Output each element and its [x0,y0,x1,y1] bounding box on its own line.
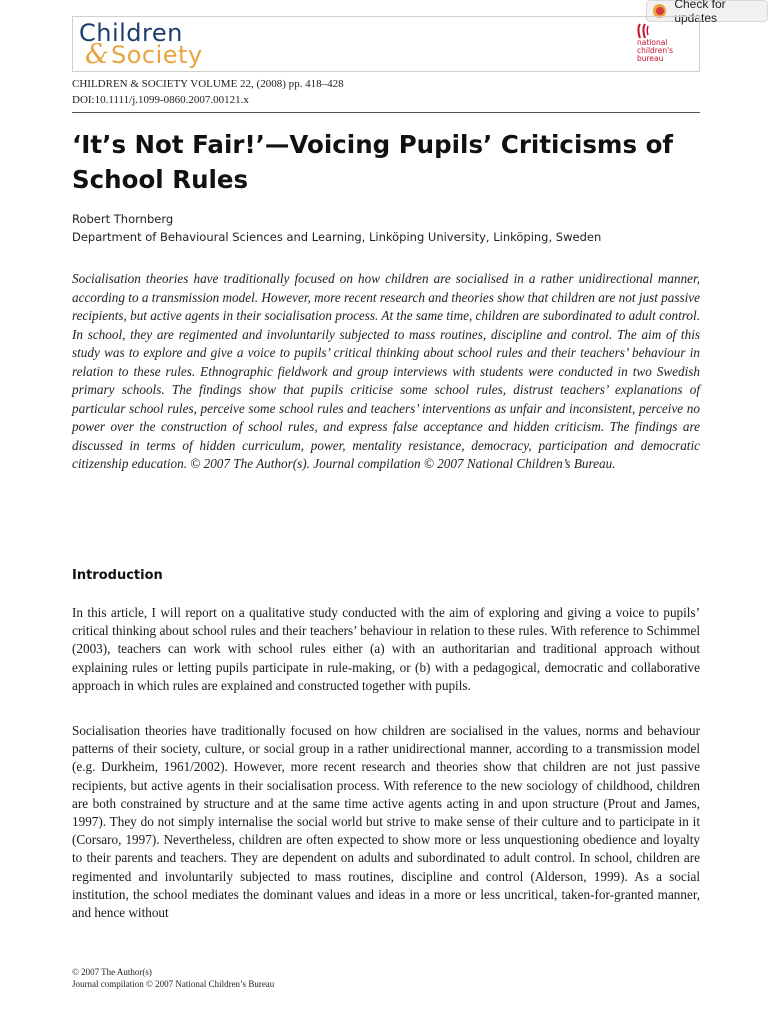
section-heading-introduction: Introduction [72,568,163,583]
journal-logo [73,17,253,71]
journal-citation: CHILDREN & SOCIETY VOLUME 22, (2008) pp. 418–428 [72,78,344,90]
ncb-logo [637,23,693,69]
logo-society-text: Society [111,41,203,69]
page-footer [72,966,274,990]
body-paragraph-2: Socialisation theories have traditionally focused on how children are socialised in the values, norms and behaviour patterns of their society, culture, or social group in a rather unidirectional manner, according to a transmission model (e.g. Durkheim, 1961/2002). However, more recent research and theories show that children are not just passive recipients, but active agents in their socialisation process. With reference to the new sociology of childhood, children are both constrained by structure and at the same time active agents acting in and upon structure (Prout and James, 1997). They do not simply internalise the social world but strive to make sense of their culture and to participate in it (Corsaro, 1997). Nevertheless, children are often expected to show more or less unquestioning obedience and loyalty to their parents and teachers. They are dependent on adults and subordinated to adult control. In school, children are regimented and involuntarily subjected to mass routines, discipline and control (Alderson, 1999). As a social institution, the school mediates the dominant values and ideas in a more or less uncritical, taken-for-granted manner, and hence without [72,723,700,921]
logo-ampersand: & [85,39,110,70]
header-divider [72,112,700,113]
footer-copyright: © 2007 The Author(s) [72,967,152,977]
journal-masthead [72,16,700,72]
logo-children-text: Children [79,19,183,47]
article-author: Robert Thornberg [72,212,174,226]
article-title: ‘It’s Not Fair!’—Voicing Pupils’ Criticisms of School Rules [72,130,674,194]
footer-compilation: Journal compilation © 2007 National Children’s Bureau [72,979,275,989]
journal-citation-block [72,76,344,108]
article-affiliation: Department of Behavioural Sciences and Learning, Linköping University, Linköping, Sweden [72,230,602,244]
check-for-updates-label: Check for updates [674,0,726,25]
article-abstract: Socialisation theories have traditionally focused on how children are socialised in a rather unidirectional manner, according to a transmission model. However, more recent research and theories show that children are not just passive recipients, but active agents in their socialisation process. At the same time, children are subordinated to adult control. In school, they are regimented and involuntarily subjected to mass routines, discipline and control. The aim of this study was to explore and give a voice to pupils’ critical thinking about school rules and their teachers’ behaviour in relation to these rules. Ethnographic fieldwork and group interviews with students were conducted in two Swedish primary schools. The findings show that pupils criticise some school rules, distrust teachers’ explanations of particular school rules, perceive some school rules and teachers’ interventions as unfair and inconsistent, perceive no power over the construction of school rules, and express false acceptance and hidden criticism. The findings are discussed in terms of hidden curriculum, power, mentality resistance, democracy, participation and democratic citizenship education. © 2007 The Author(s). Journal compilation © 2007 National Children’s Bureau. [72,271,700,471]
ncb-logo-text: national children's bureau [637,38,674,63]
body-paragraph-1: In this article, I will report on a qualitative study conducted with the aim of exploring and giving a voice to pupils’ critical thinking about school rules and their teachers’ behaviour in relation to these rules. With reference to Schimmel (2003), teachers can work with school rules either (a) with an authoritarian and traditional approach without explaining rules or letting pupils participate in rule-making, or (b) with a pedagogical, democratic and collaborative approach in which rules are explained and constructed together with pupils. [72,605,700,693]
ncb-logo-icon [637,23,651,39]
journal-doi: DOI:10.1111/j.1099-0860.2007.00121.x [72,94,249,106]
